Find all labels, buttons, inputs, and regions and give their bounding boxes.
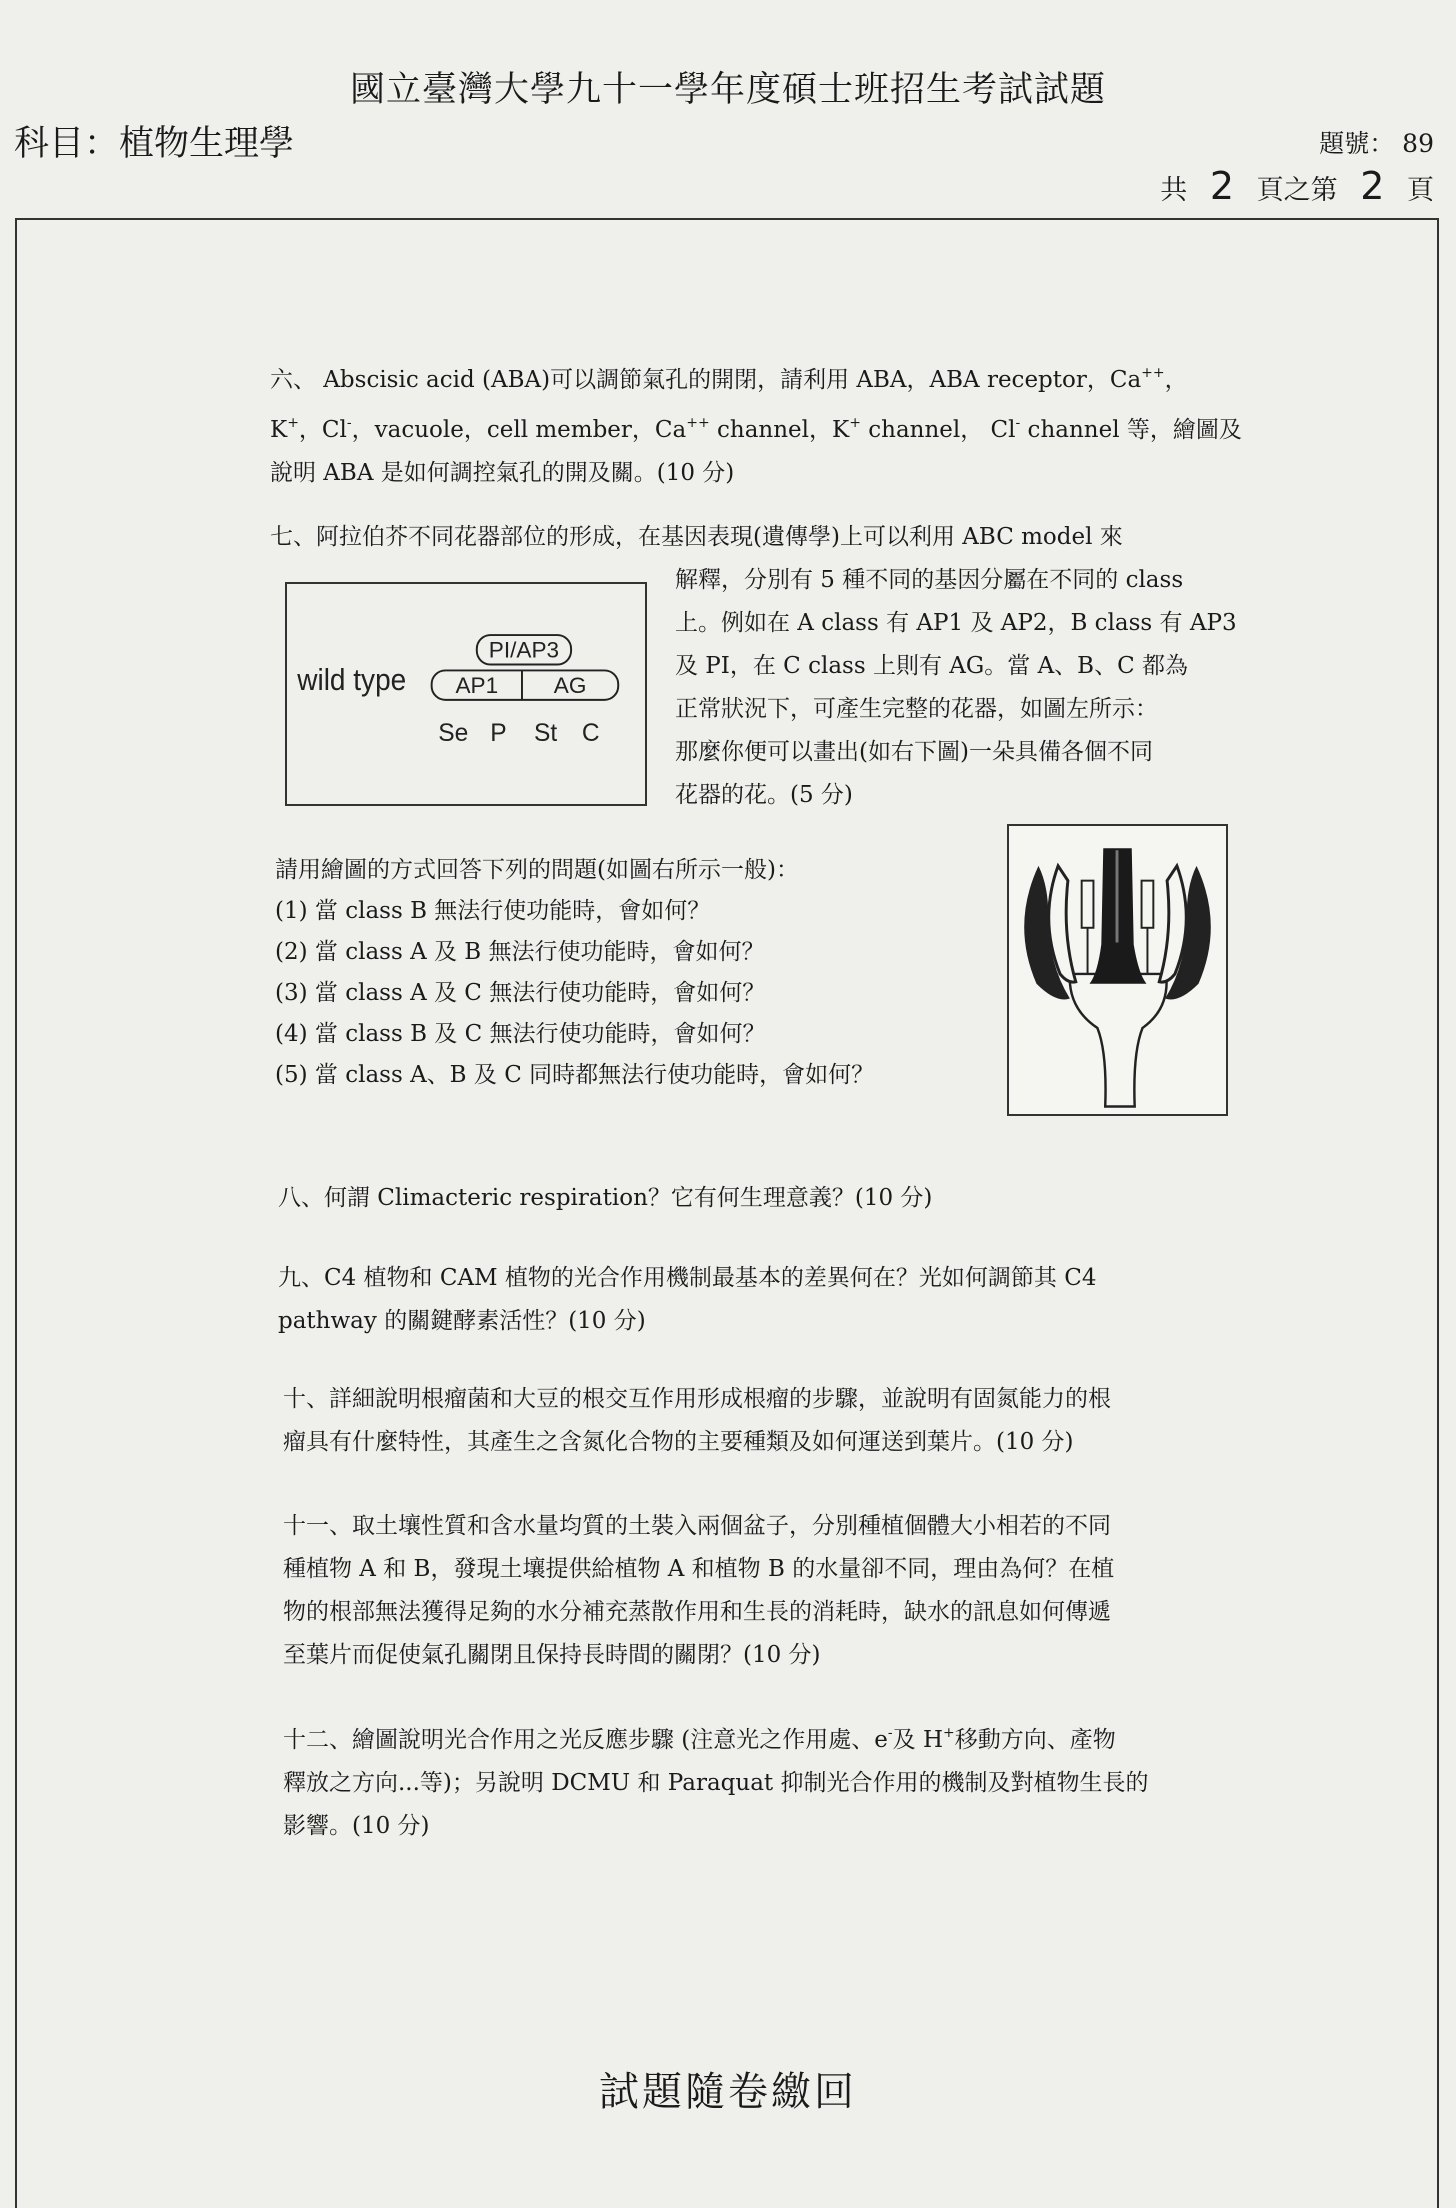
question-7-explanation <box>675 559 1275 817</box>
receptacle-shape <box>1070 974 1167 1107</box>
page-count <box>1160 164 1434 208</box>
organ-petal-label: P <box>490 720 507 748</box>
q6-text-2a: K <box>270 417 288 443</box>
q6-text-2e: channel， Cl <box>860 417 1016 443</box>
q12-text-1a: 十二、繪圖說明光合作用之光反應步驟 (注意光之作用處、e <box>283 1727 888 1753</box>
question-10-line-2: 瘤具有什麼特性，其產生之含氮化合物的主要種類及如何運送到葉片。(10 分) <box>283 1429 1074 1455</box>
question-7-subquestions <box>275 850 975 1096</box>
organ-carpel-label: C <box>581 720 600 748</box>
question-7-intro: 七、阿拉伯芥不同花器部位的形成，在基因表現(遺傳學)上可以利用 ABC model 來 <box>270 524 1123 550</box>
question-11-line: 十一、取土壤性質和含水量均質的土裝入兩個盆子，分別種植個體大小相若的不同 <box>283 1513 1111 1539</box>
q6-sup-2b: - <box>346 415 352 431</box>
gene-c-label: AG <box>553 673 587 699</box>
wild-type-label: wild type <box>297 664 407 698</box>
q12-text-1b: 及 H <box>892 1727 944 1753</box>
page-suffix: 頁 <box>1407 175 1434 206</box>
gene-b-label: PI/AP3 <box>488 637 560 663</box>
organ-stamen-label: St <box>533 720 558 748</box>
abc-model-diagram <box>285 582 647 806</box>
question-8: 八、何謂 Climacteric respiration？它有何生理意義？(10 分) <box>278 1185 933 1211</box>
q7-right-line: 花器的花。(5 分) <box>675 782 853 808</box>
question-11-line: 物的根部無法獲得足夠的水分補充蒸散作用和生長的消耗時，缺水的訊息如何傳遞 <box>283 1599 1111 1625</box>
q12-sup-1b: + <box>943 1725 955 1741</box>
stamen-left-anther <box>1082 881 1094 928</box>
gene-a-label: AP1 <box>455 673 499 699</box>
question-12 <box>283 1712 1273 1848</box>
q7-right-line: 正常狀況下，可產生完整的花器，如圖左所示： <box>675 696 1158 722</box>
question-6-line-1 <box>270 352 1270 402</box>
q6-text-1a: 六、 Abscisic acid (ABA)可以調節氣孔的開閉，請利用 ABA，ABA receptor，Ca <box>270 367 1142 393</box>
question-number: 題號： 89 <box>1319 129 1434 158</box>
q6-sup-2e: - <box>1015 415 1021 431</box>
q12-text-1c: 移動方向、產物 <box>954 1727 1116 1753</box>
q7-right-line: 及 PI，在 C class 上則有 AG。當 A、B、C 都為 <box>675 653 1188 679</box>
q7-sub-item: (2) 當 class A 及 B 無法行使功能時，會如何？ <box>275 939 765 965</box>
page-middle: 頁之第 <box>1256 175 1338 206</box>
q6-sup-2a: + <box>287 415 299 431</box>
stamen-right-anther <box>1142 881 1154 928</box>
question-12-line-1 <box>283 1712 1273 1762</box>
question-6-line-2 <box>270 402 1270 452</box>
q7-right-line: 那麼你便可以畫出(如右下圖)一朵具備各個不同 <box>675 739 1153 765</box>
q12-sup-1a: - <box>887 1725 893 1741</box>
page-total: 2 <box>1209 164 1235 208</box>
q6-text-2b: ，Cl <box>298 417 347 443</box>
q6-text-2f: channel 等，繪圖及 <box>1020 417 1242 443</box>
q7-sub-item: (1) 當 class B 無法行使功能時，會如何？ <box>275 898 711 924</box>
question-11 <box>283 1505 1273 1677</box>
question-12-line-3: 影響。(10 分) <box>283 1813 430 1839</box>
q6-text-1b: ， <box>1164 367 1188 393</box>
question-6 <box>270 352 1270 495</box>
question-12-line-2: 釋放之方向...等)；另說明 DCMU 和 Paraquat 抑制光合作用的機制及對植物生長的 <box>283 1770 1149 1796</box>
q6-sup-2d: + <box>849 415 861 431</box>
question-9-line-1: 九、C4 植物和 CAM 植物的光合作用機制最基本的差異何在？光如何調節其 C4 <box>278 1265 1097 1291</box>
question-9 <box>278 1257 1278 1343</box>
q6-sup-1: ++ <box>1141 365 1165 381</box>
question-9-line-2: pathway 的關鍵酵素活性？(10 分) <box>278 1308 646 1334</box>
exam-title: 國立臺灣大學九十一學年度碩士班招生考試試題 <box>349 70 1106 110</box>
q7-sub-item: (3) 當 class A 及 C 無法行使功能時，會如何？ <box>275 980 766 1006</box>
page-prefix: 共 <box>1160 175 1188 206</box>
flower-diagram <box>1007 824 1228 1116</box>
question-10-line-1: 十、詳細說明根瘤菌和大豆的根交互作用形成根瘤的步驟，並說明有固氮能力的根 <box>283 1386 1111 1412</box>
q6-sup-2c: ++ <box>686 415 710 431</box>
q7-sub-item: (4) 當 class B 及 C 無法行使功能時，會如何？ <box>275 1021 766 1047</box>
q7-right-line: 解釋，分別有 5 種不同的基因分屬在不同的 class <box>675 567 1184 593</box>
q7-sub-item: (5) 當 class A、B 及 C 同時都無法行使功能時，會如何？ <box>275 1062 875 1088</box>
question-6-line-3: 說明 ABA 是如何調控氣孔的開及關。(10 分) <box>270 460 735 486</box>
footer-notice: 試題隨卷繳回 <box>599 2069 857 2115</box>
organ-sepal-label: Se <box>438 720 469 748</box>
q6-text-2d: channel，K <box>709 417 850 443</box>
question-11-line: 至葉片而促使氣孔關閉且保持長時間的關閉？(10 分) <box>283 1642 821 1668</box>
q6-text-2c: ，vacuole，cell member，Ca <box>351 417 687 443</box>
q7-right-line: 上。例如在 A class 有 AP1 及 AP2，B class 有 AP3 <box>675 610 1237 636</box>
subject-label: 科目：植物生理學 <box>14 124 295 164</box>
question-11-line: 種植物 A 和 B，發現土壤提供給植物 A 和植物 B 的水量卻不同，理由為何？在植 <box>283 1556 1115 1582</box>
page-current: 2 <box>1360 164 1385 208</box>
q7-sub-intro: 請用繪圖的方式回答下列的問題(如圖右所示一般)： <box>275 857 799 883</box>
question-10 <box>283 1378 1273 1464</box>
